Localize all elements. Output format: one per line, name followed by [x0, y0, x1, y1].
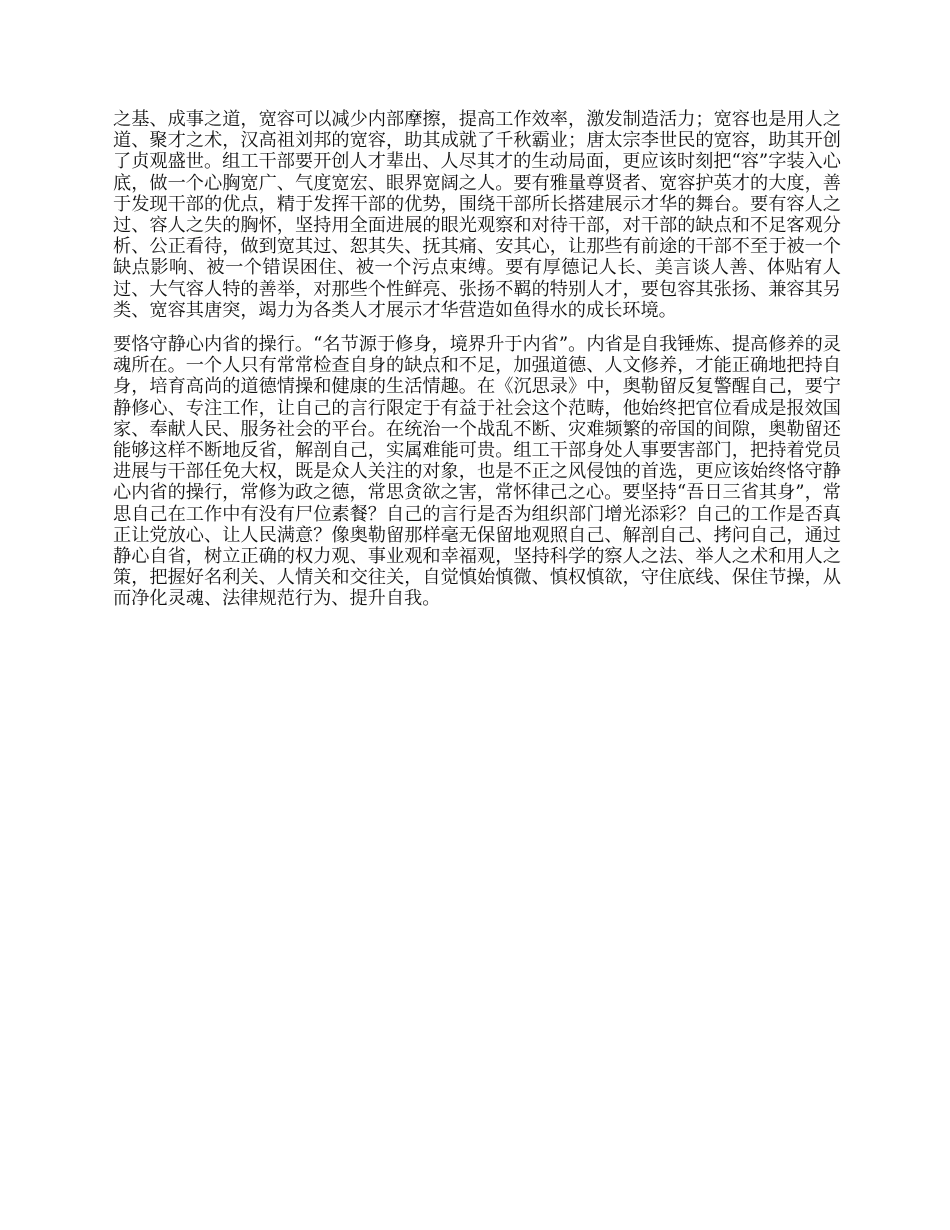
document-body — [113, 109, 841, 610]
paragraph-tolerance: 之基、成事之道，宽容可以减少内部摩擦，提高工作效率，激发制造活力；宽容也是用人之道、聚才之术，汉高祖刘邦的宽容，助其成就了千秋霸业；唐太宗李世民的宽容，助其开创了贞观盛世。组工干部要开创人才辈出、人尽其才的生动局面，更应该时刻把“容”字装入心底，做一个心胸宽广、气度宽宏、眼界宽阔之人。要有雅量尊贤者、宽容护英才的大度，善于发现干部的优点，精于发挥干部的优势，围绕干部所长搭建展示才华的舞台。要有容人之过、容人之失的胸怀，坚持用全面进展的眼光观察和对待干部，对干部的缺点和不足客观分析、公正看待，做到宽其过、恕其失、抚其痛、安其心，让那些有前途的干部不至于被一个缺点影响、被一个错误困住、被一个污点束缚。要有厚德记人长、美言谈人善、体贴宥人过、大气容人特的善举，对那些个性鲜亮、张扬不羁的特别人才，要包容其张扬、兼容其另类、宽容其唐突，竭力为各类人才展示才华营造如鱼得水的成长环境。 — [113, 109, 841, 321]
paragraph-introspection: 要恪守静心内省的操行。“名节源于修身，境界升于内省”。内省是自我锤炼、提高修养的灵魂所在。一个人只有常常检查自身的缺点和不足，加强道德、人文修养，才能正确地把持自身，培育高尚的道德情操和健康的生活情趣。在《沉思录》中，奥勒留反复警醒自己，要宁静修心、专注工作，让自己的言行限定于有益于社会这个范畴，他始终把官位看成是报效国家、奉献人民、服务社会的平台。在统治一个战乱不断、灾难频繁的帝国的间隙，奥勒留还能够这样不断地反省，解剖自己，实属难能可贵。组工干部身处人事要害部门，把持着党员进展与干部任免大权，既是众人关注的对象，也是不正之风侵蚀的首选，更应该始终恪守静心内省的操行，常修为政之德，常思贪欲之害，常怀律己之心。要坚持“吾日三省其身”，常思自己在工作中有没有尸位素餐？自己的言行是否为组织部门增光添彩？自己的工作是否真正让党放心、让人民满意？像奥勒留那样毫无保留地观照自己、解剖自己、拷问自己，通过静心自省，树立正确的权力观、事业观和幸福观，坚持科学的察人之法、举人之术和用人之策，把握好名利关、人情关和交往关，自觉慎始慎微、慎权慎欲，守住底线、保住节操，从而净化灵魂、法律规范行为、提升自我。 — [113, 334, 841, 610]
